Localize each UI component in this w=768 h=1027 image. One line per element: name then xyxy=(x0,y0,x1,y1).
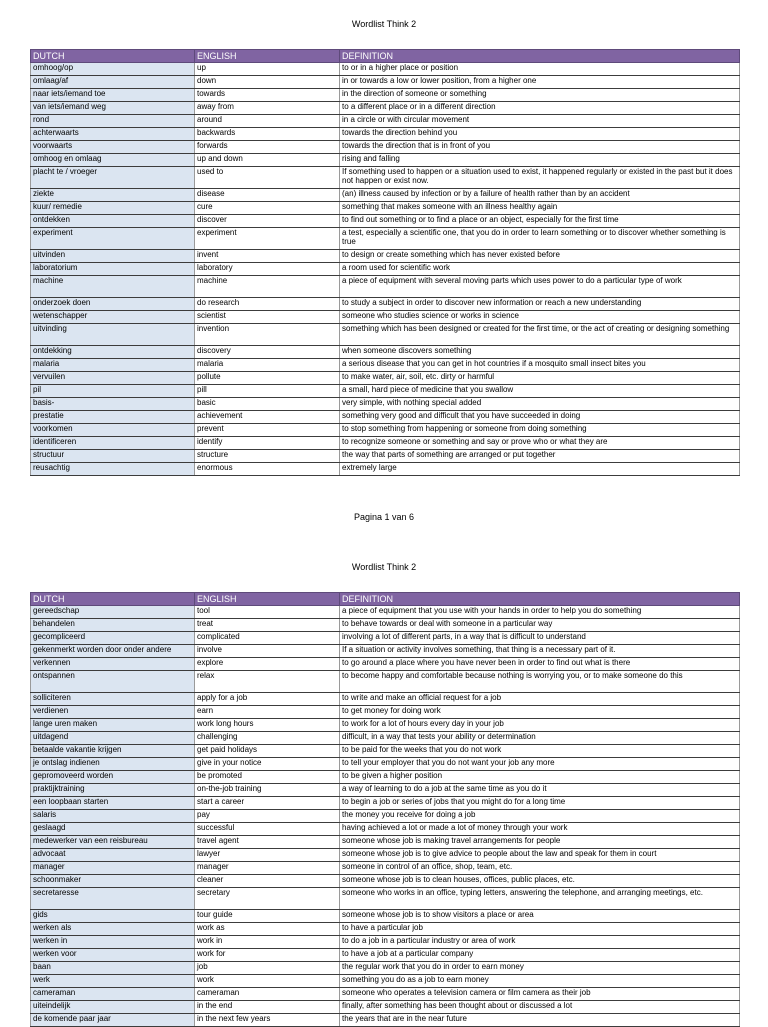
english-cell: lawyer xyxy=(195,849,340,862)
table-row xyxy=(31,706,740,719)
table-row xyxy=(31,76,740,89)
english-cell: tour guide xyxy=(195,910,340,923)
definition-cell: to have a job at a particular company xyxy=(340,949,740,962)
dutch-cell: gereedschap xyxy=(31,606,195,619)
table-row xyxy=(31,450,740,463)
english-cell: invent xyxy=(195,250,340,263)
dutch-cell: structuur xyxy=(31,450,195,463)
english-cell: malaria xyxy=(195,359,340,372)
dutch-cell: geslaagd xyxy=(31,823,195,836)
dutch-cell: advocaat xyxy=(31,849,195,862)
dutch-cell: ontspannen xyxy=(31,671,195,693)
table-row xyxy=(31,311,740,324)
definition-cell: someone whose job is to show visitors a place or area xyxy=(340,910,740,923)
table-row xyxy=(31,115,740,128)
table-row xyxy=(31,276,740,298)
dutch-cell: uitvinding xyxy=(31,324,195,346)
definition-cell: something you do as a job to earn money xyxy=(340,975,740,988)
definition-cell: something that makes someone with an illness healthy again xyxy=(340,202,740,215)
english-cell: invention xyxy=(195,324,340,346)
dutch-cell: experiment xyxy=(31,228,195,250)
definition-cell: to or in a higher place or position xyxy=(340,63,740,76)
table-row xyxy=(31,424,740,437)
table-row xyxy=(31,437,740,450)
english-cell: experiment xyxy=(195,228,340,250)
english-cell: in the next few years xyxy=(195,1014,340,1027)
english-cell: on-the-job training xyxy=(195,784,340,797)
english-cell: up xyxy=(195,63,340,76)
table-row xyxy=(31,810,740,823)
english-cell: identify xyxy=(195,437,340,450)
dutch-cell: ziekte xyxy=(31,189,195,202)
definition-cell: to find out something or to find a place or an object, especially for the first time xyxy=(340,215,740,228)
english-cell: pay xyxy=(195,810,340,823)
english-cell: pollute xyxy=(195,372,340,385)
dutch-cell: praktijktraining xyxy=(31,784,195,797)
dutch-cell: prestatie xyxy=(31,411,195,424)
definition-cell: to become happy and comfortable because nothing is worrying you, or to make someone do this xyxy=(340,671,740,693)
english-cell: give in your notice xyxy=(195,758,340,771)
table-row xyxy=(31,202,740,215)
english-cell: challenging xyxy=(195,732,340,745)
dutch-cell: de komende paar jaar xyxy=(31,1014,195,1027)
dutch-cell: werken voor xyxy=(31,949,195,962)
definition-cell: to go around a place where you have never been in order to find out what is there xyxy=(340,658,740,671)
english-cell: work xyxy=(195,975,340,988)
english-cell: work as xyxy=(195,923,340,936)
table-row xyxy=(31,888,740,910)
table-row xyxy=(31,632,740,645)
english-cell: travel agent xyxy=(195,836,340,849)
english-cell: successful xyxy=(195,823,340,836)
table-row xyxy=(31,606,740,619)
definition-cell: rising and falling xyxy=(340,154,740,167)
dutch-cell: uiteindelijk xyxy=(31,1001,195,1014)
dutch-cell: onderzoek doen xyxy=(31,298,195,311)
table-row xyxy=(31,862,740,875)
english-cell: forwards xyxy=(195,141,340,154)
wordlist-table-page-2 xyxy=(30,592,740,1027)
definition-cell: when someone discovers something xyxy=(340,346,740,359)
table-row xyxy=(31,128,740,141)
english-cell: cameraman xyxy=(195,988,340,1001)
dutch-cell: salaris xyxy=(31,810,195,823)
dutch-cell: omhoog/op xyxy=(31,63,195,76)
definition-cell: to design or create something which has never existed before xyxy=(340,250,740,263)
english-cell: basic xyxy=(195,398,340,411)
table-row xyxy=(31,398,740,411)
definition-cell: in or towards a low or lower position, from a higher one xyxy=(340,76,740,89)
definition-cell: a test, especially a scientific one, that you do in order to learn something or to discover whether something is true xyxy=(340,228,740,250)
table-row xyxy=(31,619,740,632)
table-row xyxy=(31,988,740,1001)
table-row xyxy=(31,758,740,771)
dutch-cell: gecompliceerd xyxy=(31,632,195,645)
english-cell: prevent xyxy=(195,424,340,437)
definition-cell: a piece of equipment with several moving parts which uses power to do a particular type of work xyxy=(340,276,740,298)
definition-cell: something very good and difficult that you have succeeded in doing xyxy=(340,411,740,424)
definition-cell: a way of learning to do a job at the same time as you do it xyxy=(340,784,740,797)
dutch-cell: baan xyxy=(31,962,195,975)
english-cell: manager xyxy=(195,862,340,875)
english-cell: work long hours xyxy=(195,719,340,732)
table-body xyxy=(31,606,740,1027)
definition-cell: If a situation or activity involves something, that thing is a necessary part of it. xyxy=(340,645,740,658)
table-row xyxy=(31,372,740,385)
english-cell: get paid holidays xyxy=(195,745,340,758)
english-cell: start a career xyxy=(195,797,340,810)
column-header-dutch: DUTCH xyxy=(31,593,195,606)
table-row xyxy=(31,89,740,102)
dutch-cell: uitvinden xyxy=(31,250,195,263)
dutch-cell: ontdekken xyxy=(31,215,195,228)
dutch-cell: omlaag/af xyxy=(31,76,195,89)
english-cell: cure xyxy=(195,202,340,215)
table-row xyxy=(31,875,740,888)
dutch-cell: cameraman xyxy=(31,988,195,1001)
table-row xyxy=(31,154,740,167)
english-cell: disease xyxy=(195,189,340,202)
definition-cell: a room used for scientific work xyxy=(340,263,740,276)
dutch-cell: medewerker van een reisbureau xyxy=(31,836,195,849)
definition-cell: extremely large xyxy=(340,463,740,476)
dutch-cell: naar iets/iemand toe xyxy=(31,89,195,102)
table-header-row xyxy=(31,593,740,606)
dutch-cell: werken in xyxy=(31,936,195,949)
english-cell: cleaner xyxy=(195,875,340,888)
definition-cell: difficult, in a way that tests your ability or determination xyxy=(340,732,740,745)
table-row xyxy=(31,658,740,671)
definition-cell: a small, hard piece of medicine that you swallow xyxy=(340,385,740,398)
english-cell: used to xyxy=(195,167,340,189)
column-header-english: ENGLISH xyxy=(195,50,340,63)
table-row xyxy=(31,167,740,189)
definition-cell: in a circle or with circular movement xyxy=(340,115,740,128)
english-cell: work in xyxy=(195,936,340,949)
definition-cell: to study a subject in order to discover new information or reach a new understanding xyxy=(340,298,740,311)
table-row xyxy=(31,141,740,154)
table-row xyxy=(31,910,740,923)
table-row xyxy=(31,693,740,706)
table-body xyxy=(31,63,740,476)
column-header-definition: DEFINITION xyxy=(340,593,740,606)
definition-cell: to have a particular job xyxy=(340,923,740,936)
definition-cell: the regular work that you do in order to earn money xyxy=(340,962,740,975)
dutch-cell: basis- xyxy=(31,398,195,411)
english-cell: complicated xyxy=(195,632,340,645)
english-cell: enormous xyxy=(195,463,340,476)
definition-cell: to get money for doing work xyxy=(340,706,740,719)
definition-cell: to do a job in a particular industry or area of work xyxy=(340,936,740,949)
column-header-dutch: DUTCH xyxy=(31,50,195,63)
definition-cell: in the direction of someone or something xyxy=(340,89,740,102)
english-cell: achievement xyxy=(195,411,340,424)
english-cell: structure xyxy=(195,450,340,463)
table-row xyxy=(31,411,740,424)
dutch-cell: solliciteren xyxy=(31,693,195,706)
table-row xyxy=(31,923,740,936)
table-row xyxy=(31,823,740,836)
english-cell: do research xyxy=(195,298,340,311)
definition-cell: to be paid for the weeks that you do not work xyxy=(340,745,740,758)
table-row xyxy=(31,975,740,988)
definition-cell: If something used to happen or a situation used to exist, it happened regularly or existed in the past but it does not happen or exist now. xyxy=(340,167,740,189)
definition-cell: to behave towards or deal with someone in a particular way xyxy=(340,619,740,632)
dutch-cell: rond xyxy=(31,115,195,128)
definition-cell: someone who works in an office, typing letters, answering the telephone, and arranging meetings, etc. xyxy=(340,888,740,910)
table-row xyxy=(31,359,740,372)
dutch-cell: verdienen xyxy=(31,706,195,719)
definition-cell: towards the direction behind you xyxy=(340,128,740,141)
table-row xyxy=(31,671,740,693)
dutch-cell: behandelen xyxy=(31,619,195,632)
english-cell: towards xyxy=(195,89,340,102)
dutch-cell: uitdagend xyxy=(31,732,195,745)
definition-cell: someone whose job is to give advice to people about the law and speak for them in court xyxy=(340,849,740,862)
dutch-cell: secretaresse xyxy=(31,888,195,910)
table-row xyxy=(31,63,740,76)
dutch-cell: lange uren maken xyxy=(31,719,195,732)
english-cell: treat xyxy=(195,619,340,632)
table-row xyxy=(31,836,740,849)
definition-cell: (an) illness caused by infection or by a failure of health rather than by an accident xyxy=(340,189,740,202)
english-cell: away from xyxy=(195,102,340,115)
definition-cell: something which has been designed or created for the first time, or the act of creating or designing something xyxy=(340,324,740,346)
english-cell: job xyxy=(195,962,340,975)
table-row xyxy=(31,1001,740,1014)
dutch-cell: gepromoveerd worden xyxy=(31,771,195,784)
dutch-cell: vervuilen xyxy=(31,372,195,385)
definition-cell: someone in control of an office, shop, team, etc. xyxy=(340,862,740,875)
dutch-cell: van iets/iemand weg xyxy=(31,102,195,115)
definition-cell: the way that parts of something are arranged or put together xyxy=(340,450,740,463)
english-cell: laboratory xyxy=(195,263,340,276)
definition-cell: involving a lot of different parts, in a way that is difficult to understand xyxy=(340,632,740,645)
table-row xyxy=(31,732,740,745)
definition-cell: to make water, air, soil, etc. dirty or harmful xyxy=(340,372,740,385)
dutch-cell: identificeren xyxy=(31,437,195,450)
english-cell: earn xyxy=(195,706,340,719)
definition-cell: someone whose job is to clean houses, offices, public places, etc. xyxy=(340,875,740,888)
english-cell: up and down xyxy=(195,154,340,167)
english-cell: apply for a job xyxy=(195,693,340,706)
dutch-cell: je ontslag indienen xyxy=(31,758,195,771)
dutch-cell: verkennen xyxy=(31,658,195,671)
english-cell: work for xyxy=(195,949,340,962)
dutch-cell: voorwaarts xyxy=(31,141,195,154)
english-cell: around xyxy=(195,115,340,128)
page-2-title: Wordlist Think 2 xyxy=(351,562,417,572)
dutch-cell: achterwaarts xyxy=(31,128,195,141)
definition-cell: a serious disease that you can get in hot countries if a mosquito small insect bites you xyxy=(340,359,740,372)
dutch-cell: kuur/ remedie xyxy=(31,202,195,215)
table-row xyxy=(31,962,740,975)
definition-cell: a piece of equipment that you use with your hands in order to help you do something xyxy=(340,606,740,619)
definition-cell: someone whose job is making travel arrangements for people xyxy=(340,836,740,849)
table-row xyxy=(31,849,740,862)
table-row xyxy=(31,784,740,797)
wordlist-table-page-1 xyxy=(30,49,740,476)
table-row xyxy=(31,189,740,202)
definition-cell: to write and make an official request for a job xyxy=(340,693,740,706)
dutch-cell: pil xyxy=(31,385,195,398)
dutch-cell: schoonmaker xyxy=(31,875,195,888)
english-cell: secretary xyxy=(195,888,340,910)
dutch-cell: voorkomen xyxy=(31,424,195,437)
table-row xyxy=(31,797,740,810)
dutch-cell: reusachtig xyxy=(31,463,195,476)
table-row xyxy=(31,346,740,359)
table-row xyxy=(31,1014,740,1027)
column-header-english: ENGLISH xyxy=(195,593,340,606)
english-cell: backwards xyxy=(195,128,340,141)
page-footer: Pagina 1 van 6 xyxy=(353,512,415,522)
table-row xyxy=(31,324,740,346)
table-row xyxy=(31,250,740,263)
english-cell: scientist xyxy=(195,311,340,324)
english-cell: machine xyxy=(195,276,340,298)
table-row xyxy=(31,771,740,784)
dutch-cell: malaria xyxy=(31,359,195,372)
english-cell: be promoted xyxy=(195,771,340,784)
definition-cell: to recognize someone or something and say or prove who or what they are xyxy=(340,437,740,450)
definition-cell: very simple, with nothing special added xyxy=(340,398,740,411)
definition-cell: someone who studies science or works in science xyxy=(340,311,740,324)
dutch-cell: werk xyxy=(31,975,195,988)
table-row xyxy=(31,263,740,276)
english-cell: discovery xyxy=(195,346,340,359)
definition-cell: finally, after something has been thought about or discussed a lot xyxy=(340,1001,740,1014)
dutch-cell: een loopbaan starten xyxy=(31,797,195,810)
table-row xyxy=(31,228,740,250)
dutch-cell: wetenschapper xyxy=(31,311,195,324)
table-row xyxy=(31,385,740,398)
table-row xyxy=(31,949,740,962)
definition-cell: to stop something from happening or someone from doing something xyxy=(340,424,740,437)
definition-cell: the money you receive for doing a job xyxy=(340,810,740,823)
table-row xyxy=(31,936,740,949)
table-row xyxy=(31,298,740,311)
english-cell: explore xyxy=(195,658,340,671)
table-row xyxy=(31,215,740,228)
english-cell: in the end xyxy=(195,1001,340,1014)
dutch-cell: laboratorium xyxy=(31,263,195,276)
definition-cell: to be given a higher position xyxy=(340,771,740,784)
definition-cell: to a different place or in a different direction xyxy=(340,102,740,115)
dutch-cell: placht te / vroeger xyxy=(31,167,195,189)
page-1-title: Wordlist Think 2 xyxy=(351,19,417,29)
table-row xyxy=(31,102,740,115)
english-cell: relax xyxy=(195,671,340,693)
dutch-cell: gids xyxy=(31,910,195,923)
english-cell: down xyxy=(195,76,340,89)
dutch-cell: betaalde vakantie krijgen xyxy=(31,745,195,758)
table-row xyxy=(31,645,740,658)
table-header-row xyxy=(31,50,740,63)
dutch-cell: ontdekking xyxy=(31,346,195,359)
dutch-cell: omhoog en omlaag xyxy=(31,154,195,167)
definition-cell: towards the direction that is in front of you xyxy=(340,141,740,154)
definition-cell: the years that are in the near future xyxy=(340,1014,740,1027)
definition-cell: having achieved a lot or made a lot of money through your work xyxy=(340,823,740,836)
english-cell: discover xyxy=(195,215,340,228)
definition-cell: to work for a lot of hours every day in your job xyxy=(340,719,740,732)
english-cell: involve xyxy=(195,645,340,658)
table-row xyxy=(31,745,740,758)
dutch-cell: werken als xyxy=(31,923,195,936)
english-cell: tool xyxy=(195,606,340,619)
dutch-cell: gekenmerkt worden door onder andere xyxy=(31,645,195,658)
column-header-definition: DEFINITION xyxy=(340,50,740,63)
dutch-cell: manager xyxy=(31,862,195,875)
definition-cell: to begin a job or series of jobs that you might do for a long time xyxy=(340,797,740,810)
dutch-cell: machine xyxy=(31,276,195,298)
definition-cell: to tell your employer that you do not want your job any more xyxy=(340,758,740,771)
definition-cell: someone who operates a television camera or film camera as their job xyxy=(340,988,740,1001)
table-row xyxy=(31,719,740,732)
table-row xyxy=(31,463,740,476)
english-cell: pill xyxy=(195,385,340,398)
